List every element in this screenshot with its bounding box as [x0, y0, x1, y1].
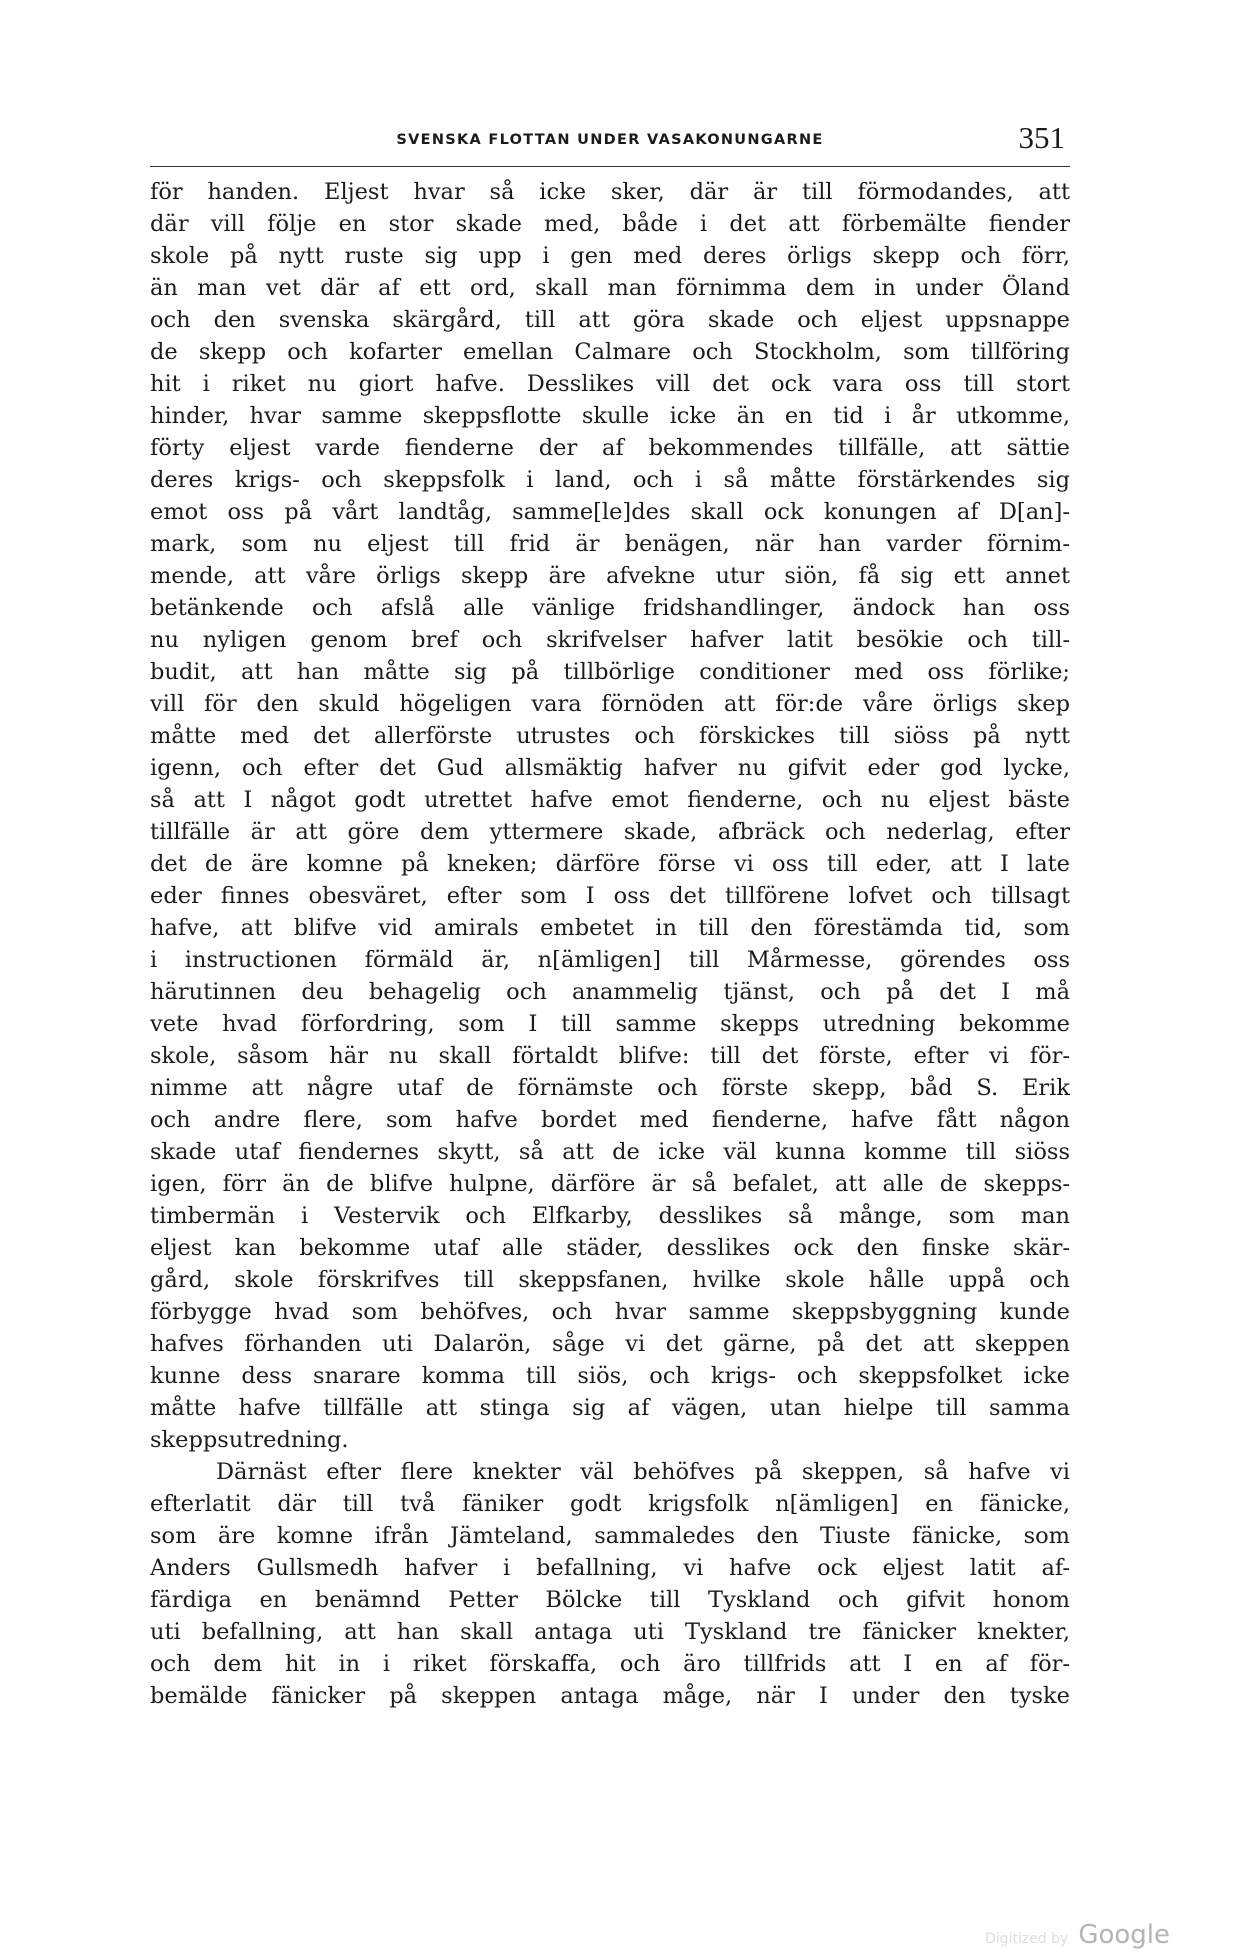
body-text [150, 176, 1070, 1712]
page-number: 351 [1018, 120, 1065, 155]
text-line: skole på nytt ruste sig upp i gen med deres örligs skepp och förr, [150, 243, 1070, 269]
text-line: Anders Gullsmedh hafver i befallning, vi hafve ock eljest latit af- [150, 1555, 1070, 1581]
text-line: förty eljest varde fienderne der af bekommendes tillfälle, att sättie [150, 435, 1070, 461]
text-line: mende, att våre örligs skepp äre afvekne utur siön, få sig ett annet [150, 563, 1070, 589]
paragraph-start-line: Därnäst efter flere knekter väl behöfves på skeppen, så hafve vi [216, 1459, 1070, 1485]
text-line: eljest kan bekomme utaf alle städer, desslikes ock den finske skär- [150, 1235, 1070, 1261]
text-line: hit i riket nu giort hafve. Desslikes vill det ock vara oss till stort [150, 371, 1070, 397]
digitization-watermark [985, 1920, 1170, 1950]
text-line: kunne dess snarare komma till siös, och krigs- och skeppsfolket icke [150, 1363, 1070, 1389]
text-line: skole, såsom här nu skall förtaldt blifve: till det förste, efter vi för- [150, 1043, 1070, 1069]
paragraph-end-line: skeppsutredning. [150, 1427, 349, 1453]
text-line: eder finnes obesväret, efter som I oss det tillförene lofvet och tillsagt [150, 883, 1070, 909]
text-line: skade utaf fiendernes skytt, så att de icke väl kunna komme till siöss [150, 1139, 1070, 1165]
watermark-digitized-text: Digitized by [985, 1931, 1069, 1947]
text-line: förbygge hvad som behöfves, och hvar samme skeppsbyggning kunde [150, 1299, 1070, 1325]
text-line: efterlatit där till två fäniker godt krigsfolk n[ämligen] en fänicke, [150, 1491, 1070, 1517]
text-line: gård, skole förskrifves till skeppsfanen, hvilke skole hålle uppå och [150, 1267, 1070, 1293]
text-line: måtte hafve tillfälle att stinga sig af vägen, utan hielpe till samma [150, 1395, 1070, 1421]
watermark-google-logo: Google [1078, 1920, 1170, 1950]
text-line: bemälde fänicker på skeppen antaga måge, när I under den tyske [150, 1683, 1070, 1709]
text-line: det de äre komne på kneken; därföre förse vi oss till eder, att I late [150, 851, 1070, 877]
text-line: mark, som nu eljest till frid är benägen, när han varder förnim- [150, 531, 1070, 557]
text-line: i instructionen förmäld är, n[ämligen] till Mårmesse, görendes oss [150, 947, 1070, 973]
text-line: och andre flere, som hafve bordet med fienderne, hafve fått någon [150, 1107, 1070, 1133]
text-line: och dem hit in i riket förskaffa, och äro tillfrids att I en af för- [150, 1651, 1070, 1677]
text-line: igenn, och efter det Gud allsmäktig hafver nu gifvit eder god lycke, [150, 755, 1070, 781]
header-rule [150, 166, 1070, 167]
text-line: igen, förr än de blifve hulpne, därföre är så befalet, att alle de skepps- [150, 1171, 1070, 1197]
text-line: måtte med det allerförste utrustes och förskickes till siöss på nytt [150, 723, 1070, 749]
text-line: och den svenska skärgård, till att göra skade och eljest uppsnappe [150, 307, 1070, 333]
text-line: så att I något godt utrettet hafve emot fienderne, och nu eljest bäste [150, 787, 1070, 813]
text-line: vill för den skuld högeligen vara förnöden att för:de våre örligs skep [150, 691, 1070, 717]
text-line: för handen. Eljest hvar så icke sker, där är till förmodandes, att [150, 179, 1070, 205]
text-line: hinder, hvar samme skeppsflotte skulle icke än en tid i år utkomme, [150, 403, 1070, 429]
text-line: hafves förhanden uti Dalarön, såge vi det gärne, på det att skeppen [150, 1331, 1070, 1357]
text-line: emot oss på vårt landtåg, samme[le]des skall ock konungen af D[an]- [150, 499, 1070, 525]
text-line: de skepp och kofarter emellan Calmare och Stockholm, som tillföring [150, 339, 1070, 365]
text-line: hafve, att blifve vid amirals embetet in till den förestämda tid, som [150, 915, 1070, 941]
text-line: uti befallning, att han skall antaga uti Tyskland tre fänicker knekter, [150, 1619, 1070, 1645]
running-head [150, 120, 1070, 160]
text-line: timbermän i Vestervik och Elfkarby, desslikes så månge, som man [150, 1203, 1070, 1229]
text-line: färdiga en benämnd Petter Bölcke till Tyskland och gifvit honom [150, 1587, 1070, 1613]
text-line: deres krigs- och skeppsfolk i land, och i så måtte förstärkendes sig [150, 467, 1070, 493]
text-line: betänkende och afslå alle vänlige fridshandlinger, ändock han oss [150, 595, 1070, 621]
text-line: som äre komne ifrån Jämteland, sammaledes den Tiuste fänicke, som [150, 1523, 1070, 1549]
text-line: nimme att någre utaf de förnämste och förste skepp, båd S. Erik [150, 1075, 1070, 1101]
text-line: än man vet där af ett ord, skall man förnimma dem in under Öland [150, 275, 1070, 301]
text-line: där vill följe en stor skade med, både i det att förbemälte fiender [150, 211, 1070, 237]
text-line: tillfälle är att göre dem yttermere skade, afbräck och nederlag, efter [150, 819, 1070, 845]
text-line: budit, att han måtte sig på tillbörlige conditioner med oss förlike; [150, 659, 1070, 685]
text-line: vete hvad förfordring, som I till samme skepps utredning bekomme [150, 1011, 1070, 1037]
running-title: SVENSKA FLOTTAN UNDER VASAKONUNGARNE [396, 132, 824, 148]
text-line: nu nyligen genom bref och skrifvelser hafver latit besökie och till- [150, 627, 1070, 653]
text-line: härutinnen deu behagelig och anammelig tjänst, och på det I må [150, 979, 1070, 1005]
